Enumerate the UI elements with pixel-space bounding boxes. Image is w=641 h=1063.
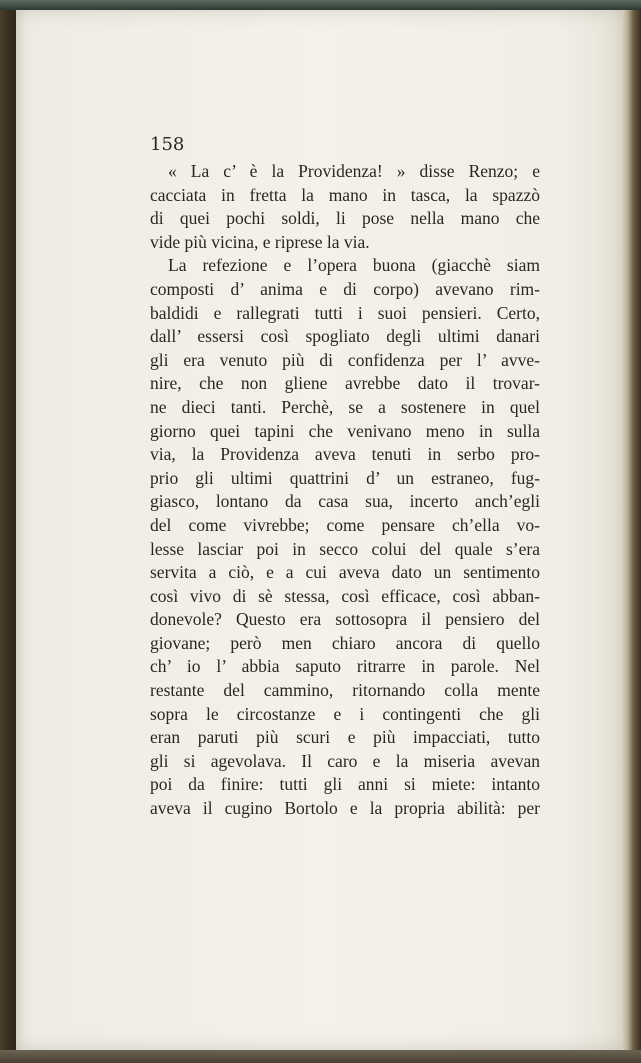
text-line: servita a ciò, e a cui aveva dato un sentimento <box>150 562 540 583</box>
text-line: La refezione e l’opera buona (giacchè siam <box>168 255 540 276</box>
binding-bottom-edge <box>0 1050 641 1063</box>
text-line: gli si agevolava. Il caro e la miseria avevan <box>150 750 540 771</box>
page-stack-edge <box>622 10 641 1063</box>
text-line: gli era venuto più di confidenza per l’ avve- <box>150 349 540 370</box>
text-line: via, la Providenza aveva tenuti in serbo pro- <box>150 444 540 465</box>
text-line: giovane; però men chiaro ancora di quello <box>150 632 540 653</box>
binding-top-edge <box>0 0 641 10</box>
text-line: baldidi e rallegrati tutti i suoi pensieri. Certo, <box>150 302 540 323</box>
text-line: nire, che non gliene avrebbe dato il trovar- <box>150 373 540 394</box>
text-line: « La c’ è la Providenza! » disse Renzo; e <box>168 161 540 181</box>
text-line: così vivo di sè stessa, così efficace, così abban- <box>150 585 540 606</box>
text-line: di quei pochi soldi, li pose nella mano che <box>150 208 540 229</box>
text-line: ne dieci tanti. Perchè, se a sostenere in quel <box>150 396 540 417</box>
text-line: aveva il cugino Bortolo e la propria abilità: per <box>150 798 540 819</box>
text-line: lesse lasciar poi in secco colui del quale s’era <box>150 538 540 559</box>
text-line: cacciata in fretta la mano in tasca, la spazzò <box>150 184 540 205</box>
text-line: prio gli ultimi quattrini d’ un estraneo, fug- <box>150 467 540 488</box>
text-line: eran paruti più scuri e più impacciati, tutto <box>150 727 540 748</box>
text-line: poi da finire: tutti gli anni si miete: intanto <box>150 774 540 795</box>
body-text <box>150 160 540 821</box>
text-line: composti d’ anima e di corpo) avevano rim- <box>150 278 540 299</box>
text-line: giorno quei tapini che venivano meno in sulla <box>150 420 540 441</box>
text-line: restante del cammino, ritornando colla mente <box>150 680 540 701</box>
text-line: del come vivrebbe; come pensare ch’ella vo- <box>150 514 540 535</box>
text-line: ch’ io l’ abbia saputo ritrarre in parole. Nel <box>150 656 540 677</box>
text-line: donevole? Questo era sottosopra il pensiero del <box>150 609 540 630</box>
page-number: 158 <box>150 134 185 155</box>
text-line: sopra le circostanze e i contingenti che gli <box>150 703 540 724</box>
text-line: dall’ essersi così spogliato degli ultimi danari <box>150 326 540 347</box>
text-line: vide più vicina, e riprese la via. <box>150 231 370 252</box>
text-line: giasco, lontano da casa sua, incerto anch’egli <box>150 491 540 512</box>
